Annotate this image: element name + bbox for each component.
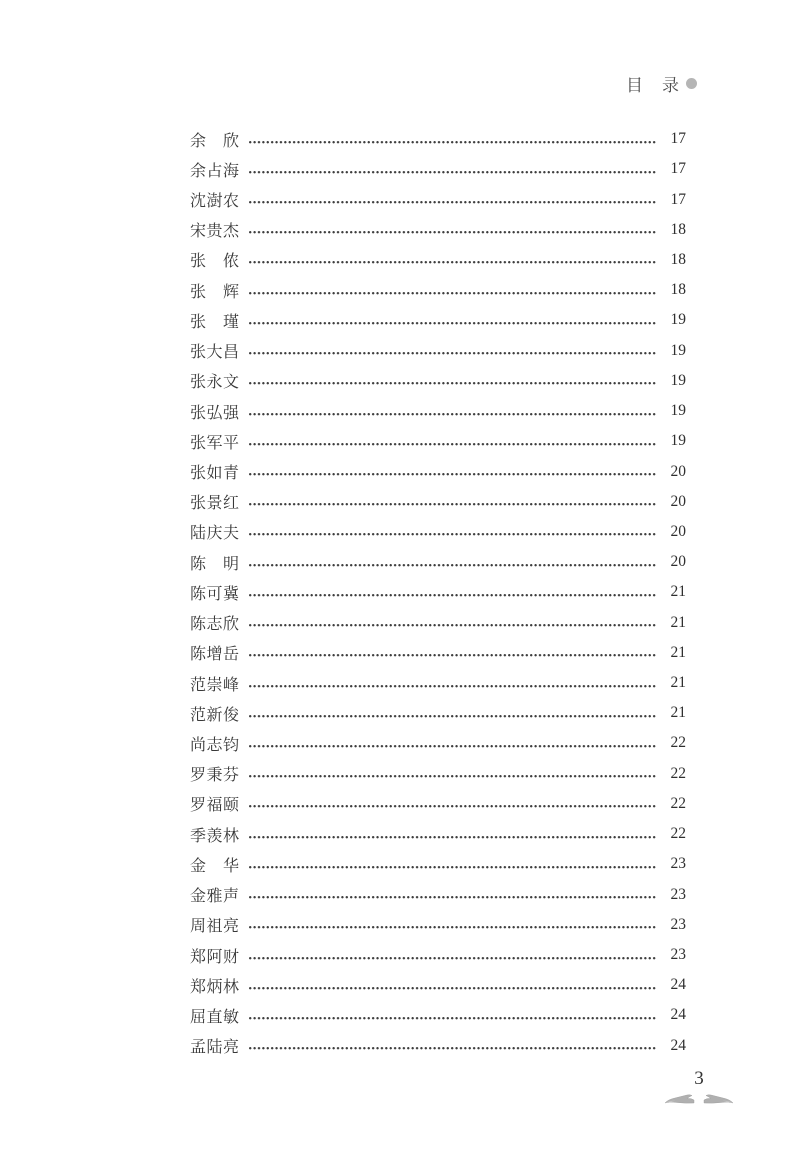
entry-page-number: 17 xyxy=(670,160,686,178)
footer-flourish-icon xyxy=(660,1092,738,1111)
dot-leader xyxy=(249,382,657,385)
dot-leader xyxy=(249,775,657,778)
entry-page-number: 24 xyxy=(670,1036,686,1054)
dot-leader xyxy=(249,685,657,688)
entry-name: 范新俊 xyxy=(190,706,240,724)
entry-name: 张弘强 xyxy=(190,404,240,422)
entry-name: 余 欣 xyxy=(190,132,240,150)
entry-page-number: 18 xyxy=(670,250,686,268)
entry-name: 张永文 xyxy=(190,374,240,392)
entry-page-number: 23 xyxy=(670,855,686,873)
toc-entry xyxy=(190,608,686,638)
entry-page-number: 21 xyxy=(670,674,686,692)
dot-leader xyxy=(249,836,657,839)
entry-name: 陈增岳 xyxy=(190,646,240,664)
entry-name: 尚志钧 xyxy=(190,736,240,754)
header-bullet-icon xyxy=(686,78,697,89)
entry-page-number: 19 xyxy=(670,432,686,450)
entry-name: 张 侬 xyxy=(190,253,240,271)
entry-page-number: 20 xyxy=(670,462,686,480)
dot-leader xyxy=(249,1017,657,1020)
dot-leader xyxy=(249,503,657,506)
entry-name: 陈 明 xyxy=(190,555,240,573)
dot-leader xyxy=(249,322,657,325)
toc-entry xyxy=(190,819,686,849)
dot-leader xyxy=(249,171,657,174)
toc-entry xyxy=(190,487,686,517)
page-footer xyxy=(660,1068,738,1111)
dot-leader xyxy=(249,292,657,295)
entry-name: 金雅声 xyxy=(190,888,240,906)
toc-entry xyxy=(190,638,686,668)
toc-entry xyxy=(190,456,686,486)
entry-page-number: 22 xyxy=(670,794,686,812)
toc-entry xyxy=(190,154,686,184)
dot-leader xyxy=(249,352,657,355)
dot-leader xyxy=(249,654,657,657)
entry-page-number: 23 xyxy=(670,915,686,933)
toc-entry xyxy=(190,698,686,728)
dot-leader xyxy=(249,413,657,416)
entry-page-number: 19 xyxy=(670,311,686,329)
entry-name: 范崇峰 xyxy=(190,676,240,694)
entry-page-number: 19 xyxy=(670,371,686,389)
entry-page-number: 21 xyxy=(670,643,686,661)
running-head xyxy=(626,71,697,96)
entry-page-number: 24 xyxy=(670,1006,686,1024)
dot-leader xyxy=(249,1047,657,1050)
toc-entry xyxy=(190,668,686,698)
dot-leader xyxy=(249,231,657,234)
entry-name: 罗秉芬 xyxy=(190,767,240,785)
entry-name: 陈志欣 xyxy=(190,616,240,634)
dot-leader xyxy=(249,533,657,536)
dot-leader xyxy=(249,866,657,869)
dot-leader xyxy=(249,201,657,204)
entry-name: 张 辉 xyxy=(190,283,240,301)
entry-page-number: 23 xyxy=(670,946,686,964)
dot-leader xyxy=(249,594,657,597)
toc-entry xyxy=(190,336,686,366)
toc-list xyxy=(190,124,686,1061)
entry-name: 季羡林 xyxy=(190,827,240,845)
entry-name: 张如青 xyxy=(190,465,240,483)
toc-entry xyxy=(190,124,686,154)
toc-entry xyxy=(190,759,686,789)
entry-page-number: 18 xyxy=(670,281,686,299)
dot-leader xyxy=(249,624,657,627)
dot-leader xyxy=(249,896,657,899)
toc-entry xyxy=(190,245,686,275)
entry-name: 屈直敏 xyxy=(190,1008,240,1026)
entry-name: 张大昌 xyxy=(190,344,240,362)
page-title: 目 录 xyxy=(626,76,680,95)
toc-entry xyxy=(190,577,686,607)
dot-leader xyxy=(249,926,657,929)
entry-page-number: 22 xyxy=(670,825,686,843)
entry-page-number: 22 xyxy=(670,764,686,782)
toc-entry xyxy=(190,849,686,879)
entry-name: 张 瑾 xyxy=(190,313,240,331)
toc-entry xyxy=(190,910,686,940)
entry-page-number: 20 xyxy=(670,492,686,510)
dot-leader xyxy=(249,141,657,144)
entry-name: 张军平 xyxy=(190,434,240,452)
dot-leader xyxy=(249,987,657,990)
toc-entry xyxy=(190,789,686,819)
toc-entry xyxy=(190,215,686,245)
toc-entry xyxy=(190,940,686,970)
dot-leader xyxy=(249,261,657,264)
toc-entry xyxy=(190,305,686,335)
entry-name: 宋贵杰 xyxy=(190,223,240,241)
dot-leader xyxy=(249,473,657,476)
entry-page-number: 22 xyxy=(670,734,686,752)
toc-entry xyxy=(190,184,686,214)
entry-name: 余占海 xyxy=(190,162,240,180)
entry-page-number: 19 xyxy=(670,402,686,420)
entry-name: 罗福颐 xyxy=(190,797,240,815)
toc-entry xyxy=(190,1031,686,1061)
entry-name: 陈可冀 xyxy=(190,585,240,603)
entry-name: 孟陆亮 xyxy=(190,1039,240,1057)
entry-name: 陆庆夫 xyxy=(190,525,240,543)
entry-page-number: 19 xyxy=(670,341,686,359)
entry-name: 郑炳林 xyxy=(190,978,240,996)
dot-leader xyxy=(249,564,657,567)
toc-entry xyxy=(190,366,686,396)
toc-entry xyxy=(190,426,686,456)
entry-name: 郑阿财 xyxy=(190,948,240,966)
dot-leader xyxy=(249,715,657,718)
entry-page-number: 18 xyxy=(670,220,686,238)
dot-leader xyxy=(249,443,657,446)
entry-page-number: 24 xyxy=(670,976,686,994)
entry-name: 周祖亮 xyxy=(190,918,240,936)
dot-leader xyxy=(249,957,657,960)
toc-entry xyxy=(190,970,686,1000)
folio-page-number: 3 xyxy=(694,1068,704,1089)
toc-entry xyxy=(190,517,686,547)
entry-name: 金 华 xyxy=(190,857,240,875)
toc-entry xyxy=(190,275,686,305)
entry-name: 沈澍农 xyxy=(190,193,240,211)
toc-entry xyxy=(190,879,686,909)
toc-entry xyxy=(190,728,686,758)
entry-page-number: 20 xyxy=(670,553,686,571)
entry-page-number: 21 xyxy=(670,583,686,601)
entry-page-number: 21 xyxy=(670,704,686,722)
toc-entry xyxy=(190,1000,686,1030)
entry-name: 张景红 xyxy=(190,495,240,513)
dot-leader xyxy=(249,805,657,808)
entry-page-number: 23 xyxy=(670,885,686,903)
entry-page-number: 21 xyxy=(670,613,686,631)
toc-entry xyxy=(190,396,686,426)
toc-entry xyxy=(190,547,686,577)
entry-page-number: 20 xyxy=(670,522,686,540)
entry-page-number: 17 xyxy=(670,130,686,148)
entry-page-number: 17 xyxy=(670,190,686,208)
dot-leader xyxy=(249,745,657,748)
